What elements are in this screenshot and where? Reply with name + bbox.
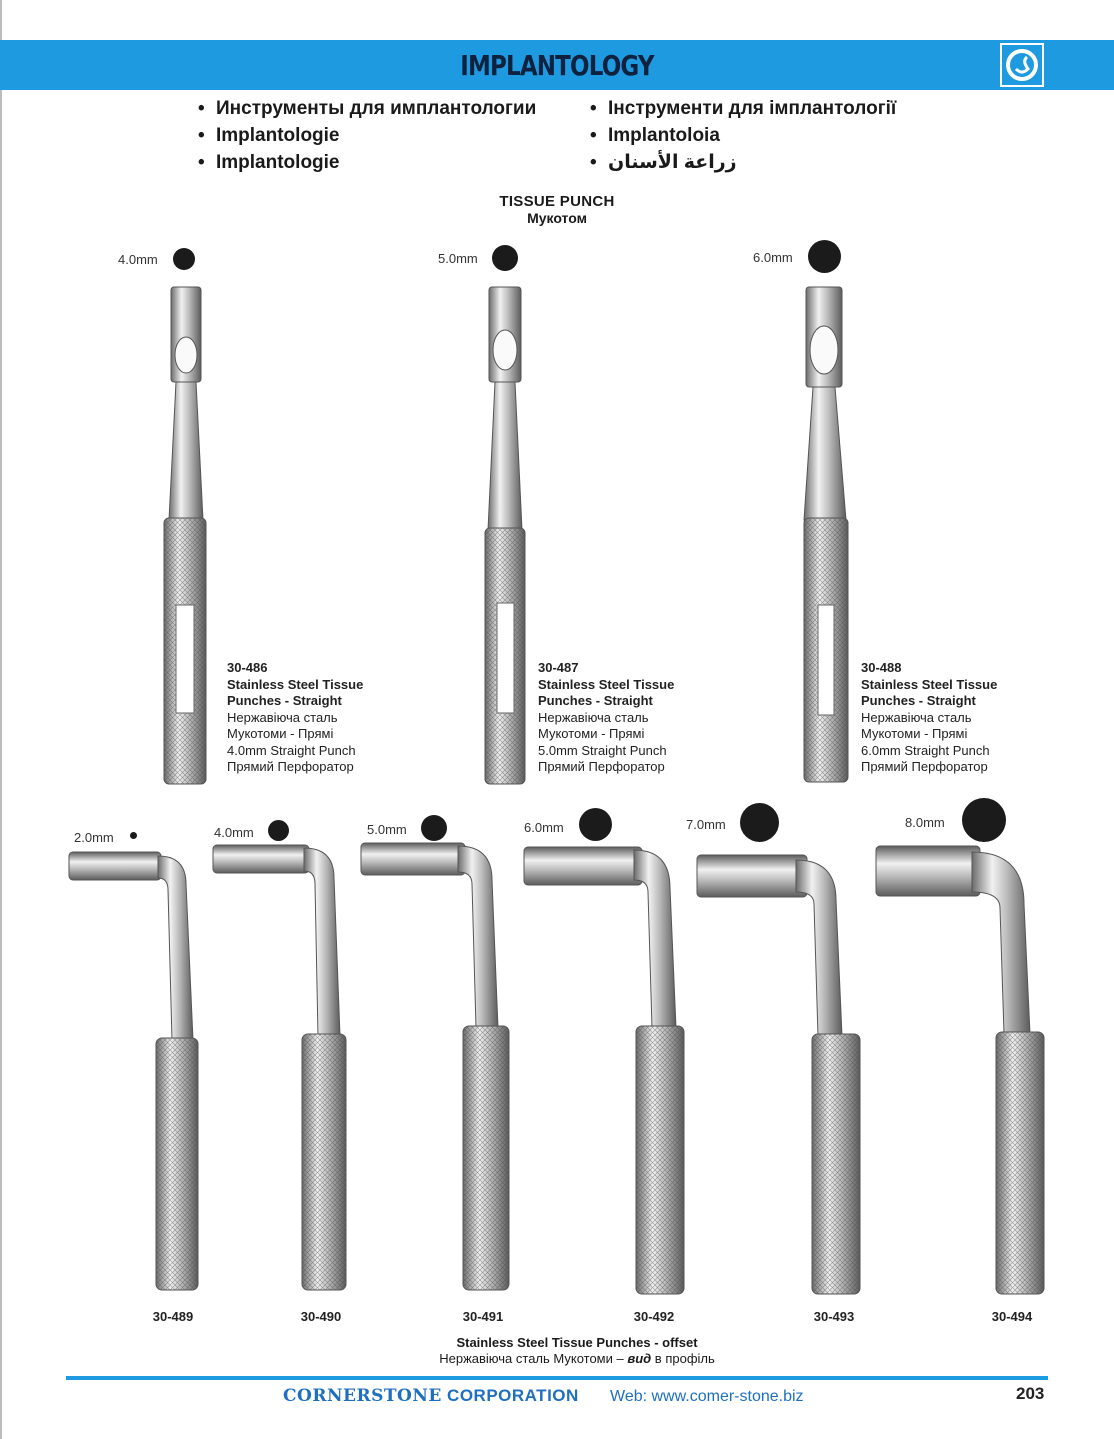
product-code: 30-494 bbox=[991, 1309, 1033, 1324]
language-item: • Инструменты для имплантологии bbox=[198, 95, 536, 122]
product-code: 30-489 bbox=[152, 1309, 194, 1324]
size-dot bbox=[492, 245, 518, 271]
offset-caption-subtitle: Нержавіюча сталь Мукотоми – вид в профіль bbox=[439, 1351, 715, 1366]
language-item-arabic: • زراعة الأسنان bbox=[590, 149, 896, 176]
size-label: 7.0mm bbox=[686, 817, 726, 832]
offset-punch-30-493 bbox=[697, 855, 860, 1294]
size-label: 4.0mm bbox=[214, 825, 254, 840]
language-item: • Інструменти для імплантології bbox=[590, 95, 896, 122]
product-code: 30-490 bbox=[300, 1309, 342, 1324]
footer-divider bbox=[66, 1376, 1048, 1380]
language-item: • Implantologie bbox=[198, 122, 536, 149]
straight-punch-30-487 bbox=[485, 287, 525, 784]
size-dot bbox=[173, 248, 195, 270]
size-dot bbox=[421, 815, 447, 841]
offset-punch-30-490 bbox=[213, 845, 346, 1290]
product-code: 30-492 bbox=[633, 1309, 675, 1324]
size-dot bbox=[740, 803, 779, 842]
section-subtitle: Мукотом bbox=[527, 210, 587, 226]
size-label: 8.0mm bbox=[905, 815, 945, 830]
offset-caption bbox=[300, 1335, 854, 1367]
size-dot bbox=[579, 808, 612, 841]
size-label: 2.0mm bbox=[74, 830, 114, 845]
page-title: IMPLANTOLOGY bbox=[460, 49, 654, 82]
offset-punch-30-491 bbox=[361, 843, 509, 1290]
section-title: TISSUE PUNCH bbox=[499, 193, 615, 210]
product-description-30-487: 30-487 Stainless Steel Tissue Punches - Straight Нержавіюча сталь Мукотоми - Прямі 5.0mm Straight Punch Прямий Перфоратор bbox=[538, 660, 675, 774]
footer-company: CORNERSTONE CORPORATION bbox=[283, 1386, 579, 1406]
language-item: • Implantologie bbox=[198, 149, 536, 176]
size-label: 5.0mm bbox=[367, 822, 407, 837]
product-code: 30-493 bbox=[813, 1309, 855, 1324]
size-dot bbox=[962, 798, 1006, 842]
page-number: 203 bbox=[1016, 1384, 1045, 1403]
size-label: 4.0mm bbox=[118, 252, 158, 267]
size-dot bbox=[808, 240, 841, 273]
offset-caption-title: Stainless Steel Tissue Punches - offset bbox=[456, 1335, 698, 1350]
product-description-30-488: 30-488 Stainless Steel Tissue Punches - Straight Нержавіюча сталь Мукотоми - Прямі 6.0mm Straight Punch Прямий Перфоратор bbox=[861, 660, 998, 774]
product-code: 30-491 bbox=[462, 1309, 504, 1324]
offset-punch-30-494 bbox=[876, 846, 1044, 1294]
size-label: 6.0mm bbox=[524, 820, 564, 835]
offset-punch-30-492 bbox=[524, 847, 684, 1294]
straight-punch-30-486 bbox=[164, 287, 206, 784]
offset-punch-30-489 bbox=[69, 852, 198, 1290]
size-label: 6.0mm bbox=[753, 250, 793, 265]
product-description-30-486: 30-486 Stainless Steel Tissue Punches - Straight Нержавіюча сталь Мукотоми - Прямі 4.0mm Straight Punch Прямий Перфоратор bbox=[227, 660, 364, 774]
language-item: • Implantoloia bbox=[590, 122, 896, 149]
size-dot bbox=[130, 832, 137, 839]
straight-punch-30-488 bbox=[804, 287, 848, 782]
footer-website-link[interactable]: Web: www.comer-stone.biz bbox=[610, 1388, 804, 1405]
size-dot bbox=[268, 820, 289, 841]
size-label: 5.0mm bbox=[438, 251, 478, 266]
